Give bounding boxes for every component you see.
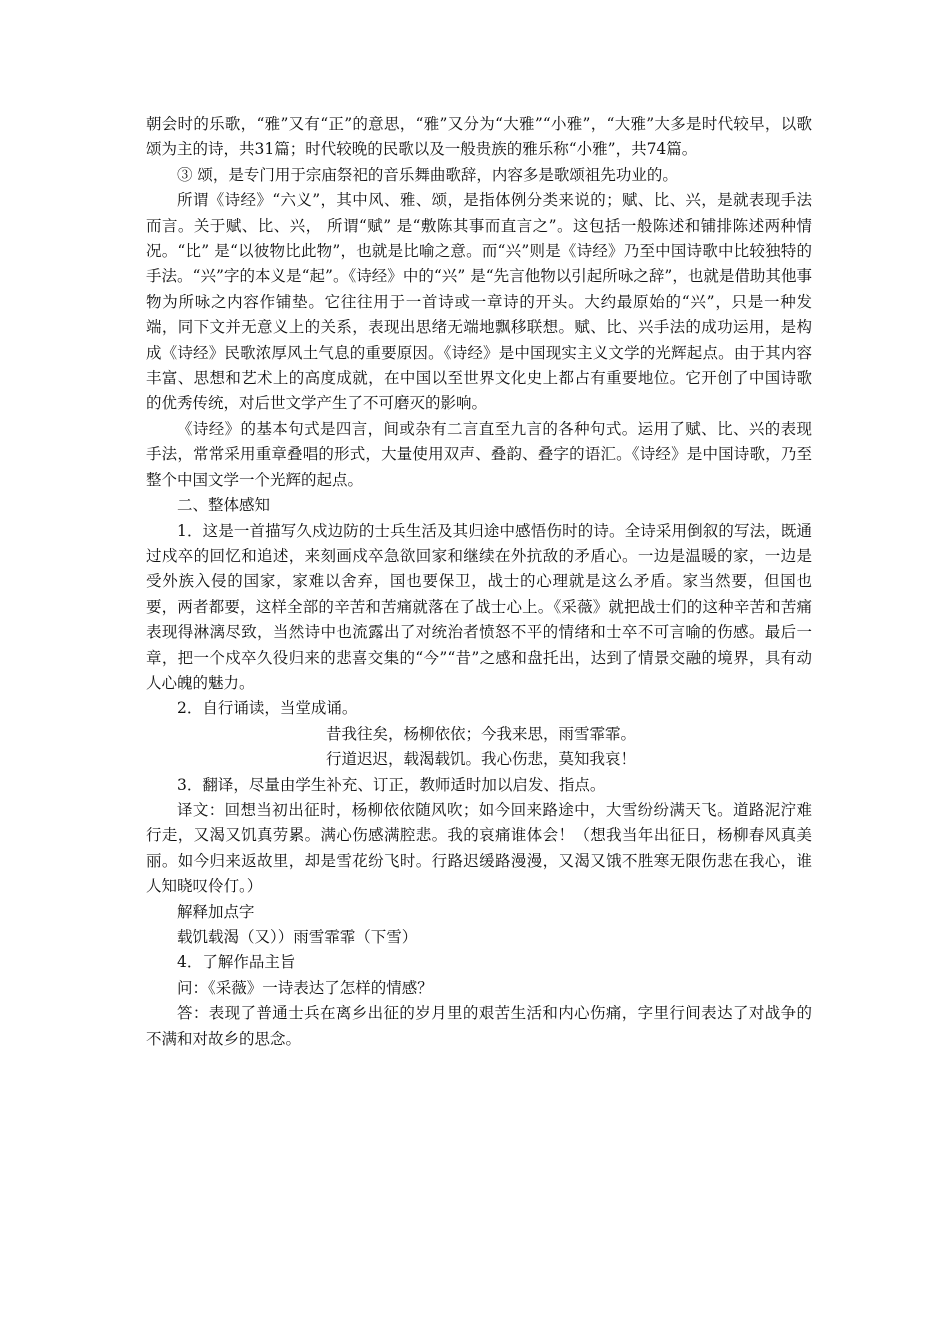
- translation: 译文：回想当初出征时，杨柳依依随风吹；如今回来路途中，大雪纷纷满天飞。道路泥泞难行走，又渴又饥真劳累。满心伤感满腔悲。我的哀痛谁体会！（想我当年出征日，杨柳春风真美丽。如今归来返故里，却是雪花纷飞时。行路迟缓路漫漫，又渴又饿不胜寒无限伤悲在我心，谁人知晓叹伶仃。）: [146, 800, 812, 896]
- paragraph-ya: 朝会时的乐歌，“雅”又有“正”的意思，“雅”又分为“大雅”“小雅”，“大雅”大多是时代较早，以歌颂为主的诗，共31篇；时代较晚的民歌以及一般贵族的雅乐称“小雅”，共74篇。: [146, 115, 812, 159]
- answer: 答：表现了普通士兵在离乡出征的岁月里的艰苦生活和内心伤痛，字里行间表达了对战争的不满和对故乡的思念。: [146, 1004, 812, 1048]
- poem-line-2: 行道迟迟，载渴载饥。我心伤悲，莫知我哀！: [326, 750, 637, 769]
- paragraph-six-principles: 所谓《诗经》“六义”，其中风、雅、颂，是指体例分类来说的；赋、比、兴，是就表现手法而言。关于赋、比、兴， 所谓“赋” 是“敷陈其事而直言之”。这包括一般陈述和铺排陈述两种情况。“比” 是“以彼物比此物”，也就是比喻之意。而“兴”则是《诗经》乃至中国诗歌中比较独特的手法。“兴”字的本义是“起”。《诗经》中的“兴” 是“先言他物以引起所咏之辞”，也就是借助其他事物为所咏之内容作铺垫。它往往用于一首诗或一章诗的开头。大约最原始的“兴”，只是一种发端，同下文并无意义上的关系，表现出思绪无端地飘移联想。赋、比、兴手法的成功运用，是构成《诗经》民歌浓厚风土气息的重要原因。《诗经》是中国现实主义文学的光辉起点。由于其内容丰富、思想和艺术上的高度成就，在中国以至世界文化史上都占有重要地位。它开创了中国诗歌的优秀传统，对后世文学产生了不可磨灭的影响。: [146, 191, 812, 413]
- document-page: [146, 112, 812, 1052]
- item-1: 1．这是一首描写久戍边防的士兵生活及其归途中感悟伤时的诗。全诗采用倒叙的写法，既通过戍卒的回忆和追述，来刻画戍卒急欲回家和继续在外抗敌的矛盾心。一边是温暖的家，一边是受外族入侵的国家，家难以舍弃，国也要保卫，战士的心理就是这么矛盾。家当然要，但国也要，两者都要，这样全部的辛苦和苦痛就落在了战士心上。《采薇》就把战士们的这种辛苦和苦痛表现得淋漓尽致，当然诗中也流露出了对统治者愤怒不平的情绪和士卒不可言喻的伤感。最后一章，把一个戍卒久役归来的悲喜交集的“今”“昔”之感和盘托出，达到了情景交融的境界，具有动人心魄的魅力。: [146, 521, 812, 692]
- question: 问：《采薇》一诗表达了怎样的情感？: [177, 978, 433, 997]
- item-4: 4．了解作品主旨: [177, 953, 296, 972]
- section-heading: 二、整体感知: [177, 496, 271, 515]
- dot-words: 载饥载渴（又））雨雪霏霏（下雪）: [177, 928, 418, 946]
- paragraph-sentence-patterns: 《诗经》的基本句式是四言，间或杂有二言直至九言的各种句式。运用了赋、比、兴的表现手法，常常采用重章叠唱的形式，大量使用双声、叠韵、叠字的语汇。《诗经》是中国诗歌，乃至整个中国文学一个光辉的起点。: [146, 419, 812, 489]
- item-2: 2．自行诵读，当堂成诵。: [177, 699, 358, 718]
- paragraph-song: ③ 颂，是专门用于宗庙祭祀的音乐舞曲歌辞，内容多是歌颂祖先功业的。: [177, 165, 678, 184]
- dot-words-heading: 解释加点字: [177, 902, 255, 921]
- item-3: 3．翻译，尽量由学生补充、订正，教师适时加以启发、指点。: [177, 775, 606, 794]
- poem-line-1: 昔我往矣，杨柳依依；今我来思，雨雪霏霏。: [326, 724, 637, 743]
